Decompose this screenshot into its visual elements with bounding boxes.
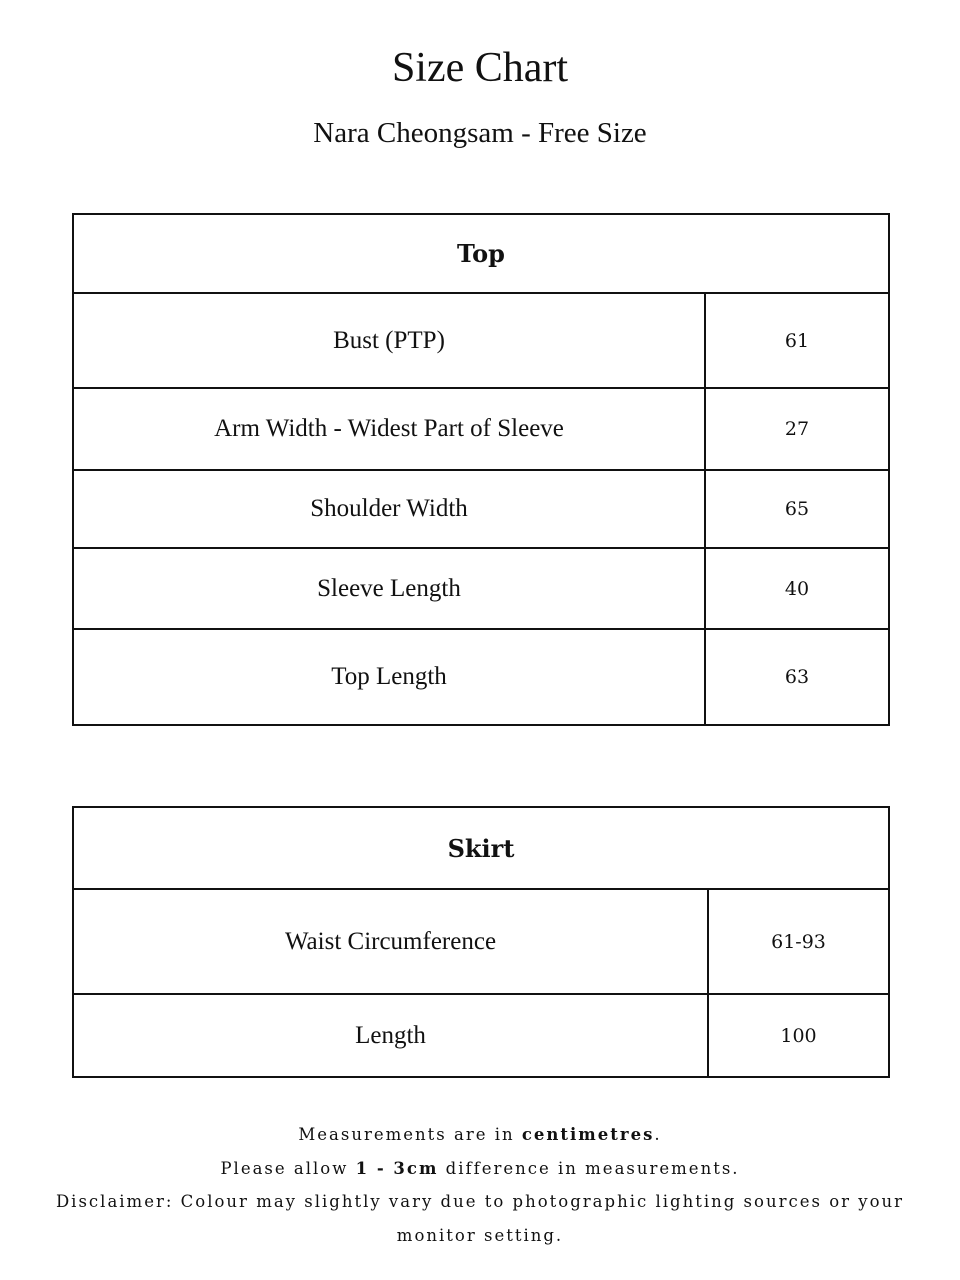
measurement-value: 61 (705, 293, 889, 388)
top-heading: Top (73, 214, 889, 293)
measurement-value: 63 (705, 629, 889, 725)
measurement-value: 40 (705, 548, 889, 629)
units-emphasis: centimetres (521, 1125, 655, 1144)
measurement-label: Top Length (73, 629, 705, 725)
top-size-table (72, 213, 890, 726)
measurement-label: Length (73, 994, 708, 1077)
measurement-label: Sleeve Length (73, 548, 705, 629)
measurement-value: 27 (705, 388, 889, 470)
skirt-size-table (72, 806, 890, 1078)
tolerance-note: Please allow 1 - 3cm difference in measurements. (220, 1158, 740, 1178)
page-title: Size Chart (391, 45, 569, 91)
measurement-label: Arm Width - Widest Part of Sleeve (73, 388, 705, 470)
disclaimer-note-continued: monitor setting. (396, 1225, 564, 1245)
units-note: Measurements are in centimetres. (298, 1125, 662, 1144)
measurement-value: 61-93 (708, 889, 889, 994)
measurement-label: Shoulder Width (73, 470, 705, 548)
measurement-label: Bust (PTP) (73, 293, 705, 388)
table-row (73, 548, 889, 629)
measurement-label: Waist Circumference (73, 889, 708, 994)
disclaimer-note: Disclaimer: Colour may slightly vary due to photographic lighting sources or your (55, 1192, 905, 1211)
table-row (73, 293, 889, 388)
skirt-heading: Skirt (73, 807, 889, 889)
tolerance-emphasis: 1 - 3cm (355, 1158, 439, 1178)
table-row (73, 994, 889, 1077)
table-row (73, 629, 889, 725)
measurement-notes (20, 1118, 940, 1252)
table-row (73, 889, 889, 994)
measurement-value: 65 (705, 470, 889, 548)
product-subtitle: Nara Cheongsam - Free Size (313, 117, 647, 149)
measurement-value: 100 (708, 994, 889, 1077)
table-row (73, 470, 889, 548)
table-row (73, 388, 889, 470)
